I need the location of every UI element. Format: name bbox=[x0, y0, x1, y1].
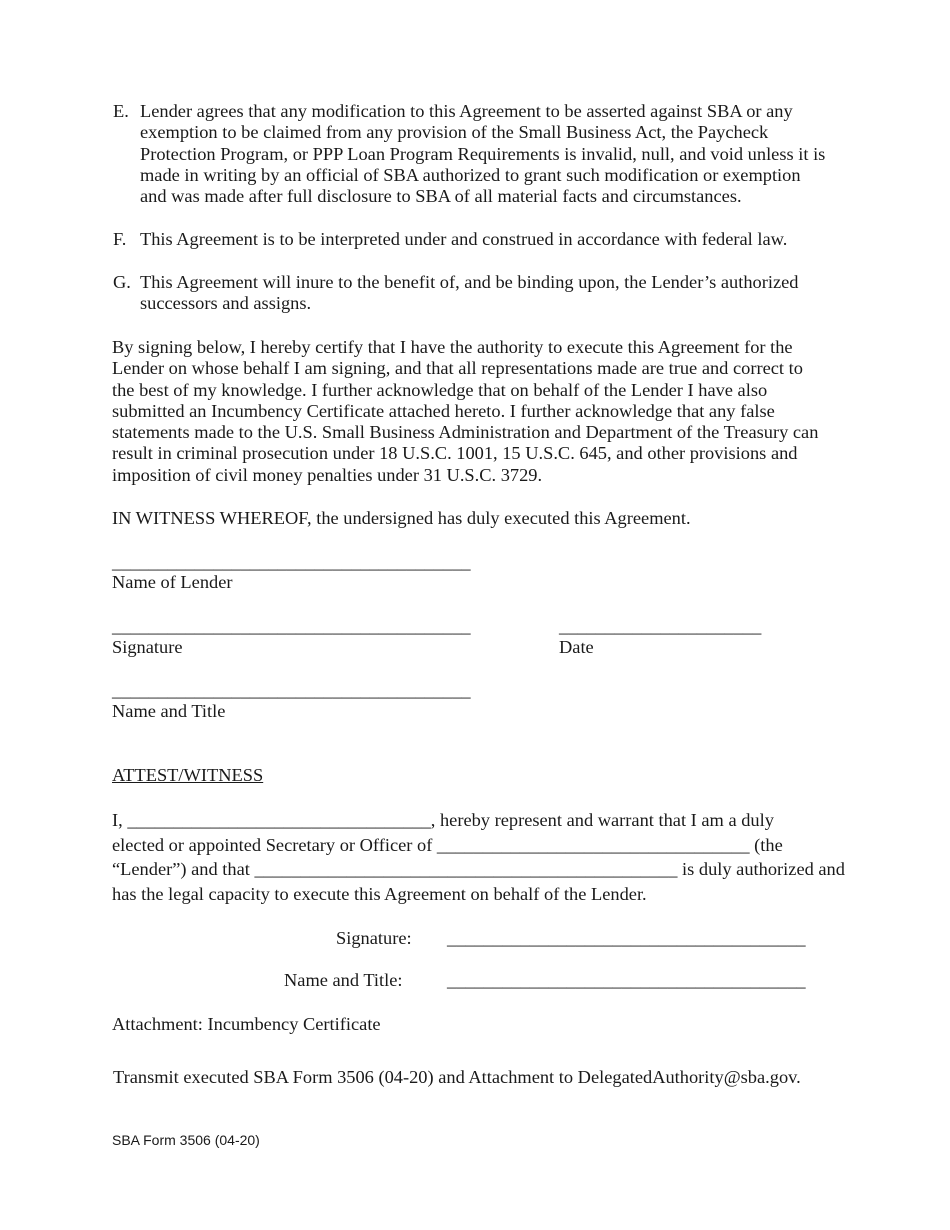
clause-text bbox=[140, 101, 825, 207]
transmit-instructions: Transmit executed SBA Form 3506 (04-20) and Attachment to DelegatedAuthority@sba.gov. bbox=[113, 1067, 801, 1087]
certification-line: Lender on whose behalf I am signing, and that all representations made are true and correct to bbox=[112, 358, 803, 379]
clause-line: and was made after full disclosure to SBA of all material facts and circumstances. bbox=[140, 186, 742, 207]
form-footer: SBA Form 3506 (04-20) bbox=[112, 1132, 260, 1148]
attest-signature-label: Signature: bbox=[336, 928, 412, 948]
attest-name-title-blank[interactable]: _______________________________________ bbox=[447, 970, 806, 990]
clause-line: Lender agrees that any modification to this Agreement to be asserted against SBA or any bbox=[140, 101, 793, 121]
clause-line: Protection Program, or PPP Loan Program Requirements is invalid, null, and void unless it is bbox=[140, 143, 826, 164]
witness-statement: IN WITNESS WHEREOF, the undersigned has duly executed this Agreement. bbox=[112, 508, 691, 528]
clause-letter: F. bbox=[113, 229, 127, 249]
clause-line: This Agreement is to be interpreted under and construed in accordance with federal law. bbox=[140, 229, 788, 249]
attest-name-title-label: Name and Title: bbox=[284, 970, 403, 990]
attest-line: has the legal capacity to execute this Agreement on behalf of the Lender. bbox=[112, 884, 647, 905]
date-blank[interactable]: ______________________ bbox=[559, 616, 762, 636]
clause-line: successors and assigns. bbox=[140, 293, 312, 314]
certification-line: the best of my knowledge. I further acknowledge that on behalf of the Lender I have also bbox=[112, 379, 768, 400]
attachment-note: Attachment: Incumbency Certificate bbox=[112, 1014, 381, 1034]
certification-line: submitted an Incumbency Certificate attached hereto. I further acknowledge that any false bbox=[112, 400, 775, 421]
attest-paragraph bbox=[112, 808, 845, 907]
name-title-label: Name and Title bbox=[112, 701, 226, 721]
clause-text bbox=[140, 272, 798, 315]
signature-label: Signature bbox=[112, 637, 183, 657]
name-title-blank[interactable]: _______________________________________ bbox=[112, 680, 471, 700]
attest-heading: ATTEST/WITNESS bbox=[112, 765, 264, 785]
certification-line: imposition of civil money penalties under 31 U.S.C. 3729. bbox=[112, 464, 543, 485]
lender-name-label: Name of Lender bbox=[112, 572, 233, 592]
certification-line: By signing below, I hereby certify that I have the authority to execute this Agreement for the bbox=[112, 337, 793, 357]
attest-line: “Lender”) and that ______________________________________________ is duly authorized and bbox=[112, 859, 845, 880]
attest-signature-blank[interactable]: _______________________________________ bbox=[447, 928, 806, 948]
attest-line: I, _________________________________, hereby represent and warrant that I am a duly bbox=[112, 810, 774, 830]
lender-name-blank[interactable]: _______________________________________ bbox=[112, 552, 471, 572]
clause-text bbox=[140, 229, 787, 250]
clause-letter: E. bbox=[113, 101, 129, 121]
signature-blank[interactable]: _______________________________________ bbox=[112, 616, 471, 636]
date-label: Date bbox=[559, 637, 594, 657]
clause-line: exemption to be claimed from any provision of the Small Business Act, the Paycheck bbox=[140, 122, 769, 143]
clause-line: This Agreement will inure to the benefit of, and be binding upon, the Lender’s authorized bbox=[140, 272, 799, 292]
attest-line: elected or appointed Secretary or Officer of __________________________________ (the bbox=[112, 834, 783, 855]
clause-line: made in writing by an official of SBA authorized to grant such modification or exemption bbox=[140, 164, 801, 185]
certification-line: statements made to the U.S. Small Business Administration and Department of the Treasury can bbox=[112, 422, 819, 443]
certification-paragraph bbox=[112, 337, 818, 486]
certification-line: result in criminal prosecution under 18 U.S.C. 1001, 15 U.S.C. 645, and other provisions and bbox=[112, 443, 798, 464]
clause-letter: G. bbox=[113, 272, 131, 292]
